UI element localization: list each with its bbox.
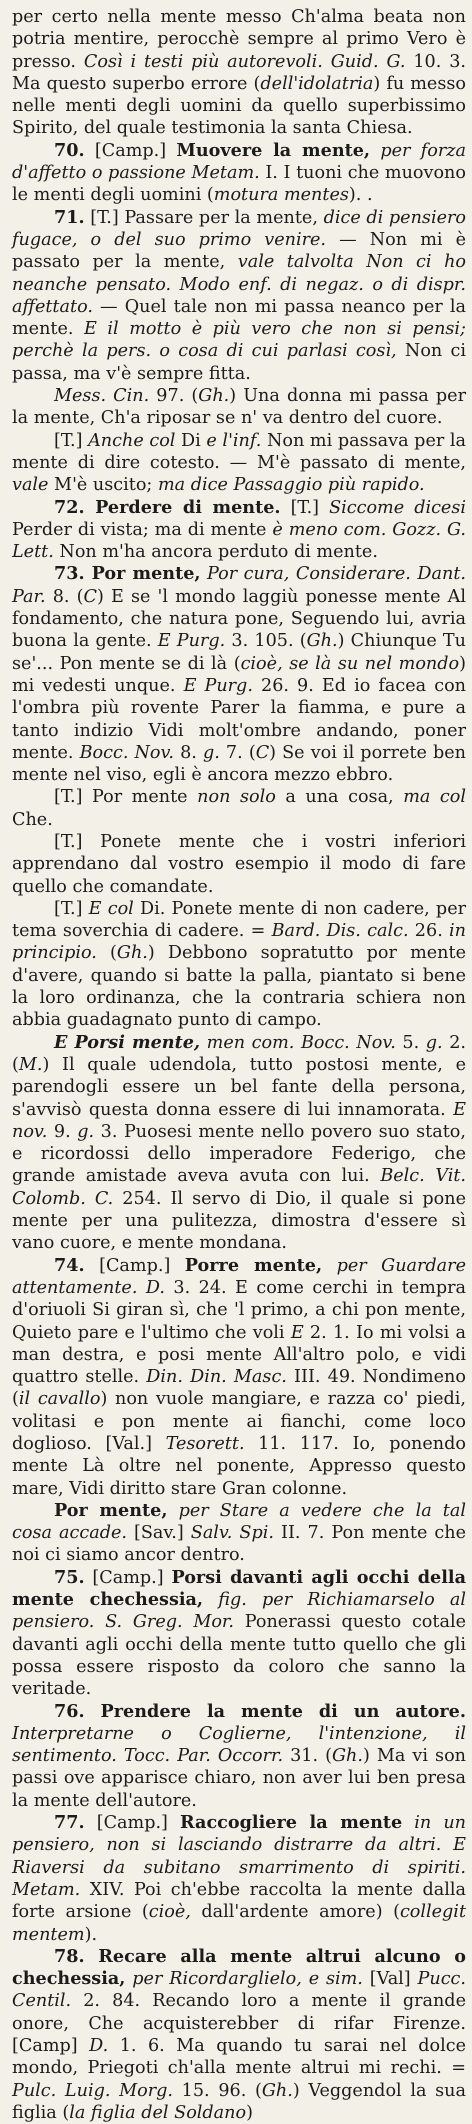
text-run: XIV. Poi ch'ebbe raccolta la mente dalla forte arsione ( (12, 1879, 466, 1923)
text-run: Non mi passava per la mente di dire cotesto. — M'è passato di mente, (12, 430, 466, 473)
text-run: 8. ( (45, 586, 84, 607)
text-run: g. (202, 742, 220, 763)
text-run: M'è uscito; (48, 475, 158, 496)
text-run: in un pensiero, non si lasciando distrarre da altri. E Riaversi da subitano smarrimento di spiriti. Metam. (12, 1813, 466, 1900)
text-run: la figlia del Soldano (69, 2102, 247, 2123)
entry-paragraph (12, 831, 466, 898)
text-run: Bard. Dis. calc. (271, 921, 409, 942)
text-run: [Sav.] (126, 1523, 191, 1544)
text-run: e l'inf. (206, 430, 262, 451)
text-run: [T.] Ponete mente che i vostri inferiori apprendano dal vostro esempio il modo di fare quello che comandate. (12, 831, 466, 897)
text-run: Non ci passa, ma v'è sempre fitta. (12, 341, 466, 384)
text-run: il cavallo (18, 1389, 101, 1410)
text-run: Anche col (88, 430, 176, 451)
text-run: C (255, 742, 270, 763)
text-run: per forza d'affetto o passione Metam. (12, 140, 466, 184)
text-run: a una cosa, (275, 787, 404, 808)
text-run: 72. Perdere di mente. (54, 496, 281, 518)
text-run: II. 7. Pon mente che noi ci siamo ancor dentro. (12, 1523, 467, 1566)
text-run: 76. Prendere la mente di un autore. (54, 1700, 466, 1722)
text-run: — Quel tale non mi passa neanco per la mente. (12, 296, 466, 340)
text-run: 31. ( (283, 1746, 332, 1767)
entry-paragraph (12, 207, 466, 385)
text-run: ). . (348, 185, 373, 206)
text-run: 71. (54, 206, 85, 228)
entry-paragraph (12, 497, 466, 564)
text-run: 3. 24. E come cerchi in tempra d'oriuoli Si giran sì, che 'l primo, a chi pon mente, Quieto pare e l'ultimo che voli (12, 1277, 466, 1343)
text-run: ) Una donna mi passa per la mente, Ch'a riposar se n' va dentro del cuore. (12, 386, 466, 429)
text-run: ). (84, 1924, 98, 1945)
text-run: fig. per Richiamarselo al pensiero. S. Greg. Mor. (12, 1590, 467, 1633)
text-run: Muovere la mente, (176, 139, 371, 161)
text-run: Porsi davanti agli occhi della mente chechessia, (12, 1566, 467, 1611)
entry-paragraph (12, 1701, 466, 1812)
text-run: dall'ardente amore) ( (190, 1902, 400, 1923)
text-run: ) Ma vi son passi ove apparisce chiaro, non aver lui ben presa la mente dell'autore. (12, 1746, 466, 1811)
text-run: — Non mi è passato per la mente, (12, 229, 467, 273)
text-run: 26. 9. Ed io facea con l'ombra più rovente Parer la fiamma, e pure a tanto indizio Vidi molt'ombre andando, poner mente. (12, 675, 466, 763)
text-run: ) mi vedesti unque. (12, 653, 466, 696)
text-run: E (290, 1322, 304, 1343)
entry-paragraph (12, 1032, 466, 1255)
text-run: Siccome dicesi (329, 497, 466, 518)
text-run: 26. (408, 921, 450, 942)
text-run: [Camp.] (84, 140, 177, 161)
text-run: ) Debbono sopratutto por mente d'avere, quando si batte la palla, piantato si bene la loro ordinanza, che la contraria schiera non abbia guadagnato punto di campo. (12, 943, 466, 1031)
text-run: D. (89, 2036, 109, 2057)
entry-paragraph (12, 430, 466, 497)
text-run: ) E se 'l mondo laggiù ponesse mente Al fondamento, che natura pone, Seguendo lui, avria buona la gente. (12, 586, 466, 652)
text-run: [Camp.] (84, 1813, 181, 1834)
text-run: Raccogliere la mente (180, 1812, 403, 1834)
text-run: III. 49. Nondimeno ( (12, 1367, 466, 1410)
text-run: 75. (54, 1566, 85, 1588)
entry-paragraph (12, 385, 466, 430)
text-run: 10. 3. Ma questo superbo errore ( (12, 51, 466, 94)
text-run: è meno com. Gozz. G. Lett. (12, 519, 466, 563)
text-run: g. (77, 1121, 95, 1142)
text-run: per Ricordarglielo, e sim. (125, 1969, 363, 1990)
entry-paragraph (12, 1255, 466, 1500)
text-run: ) fu messo nelle menti degli uomini da quello superbissimo Spirito, del quale testimonia la santa Chiesa. (12, 73, 466, 139)
text-run: I. I tuoni che muovono le menti degli uomini ( (12, 163, 466, 206)
text-run: per Stare a vedere che la tal cosa accade. (12, 1500, 466, 1544)
text-run: Pucc. Centil. (12, 1969, 466, 2012)
text-run: ma col (403, 787, 466, 808)
text-run: 15. 96. ( (172, 2080, 262, 2101)
text-run: Non m'ha ancora perduto di mente. (53, 542, 378, 563)
text-run: 70. (54, 139, 85, 161)
text-run: dell'idolatria (260, 73, 374, 94)
text-run: Di (175, 430, 207, 451)
text-run: [Val] (362, 1969, 418, 1990)
text-run: [T.] (54, 430, 89, 451)
text-run: g. (425, 1032, 443, 1053)
text-run: E nov. (12, 1099, 466, 1142)
text-run: 7. ( (219, 742, 256, 763)
continuation-paragraph (12, 6, 466, 140)
text-run: ) (246, 2102, 253, 2123)
text-run: [T.] Por mente (54, 787, 198, 808)
text-run: vale talvolta Non ci ho neanche pensato. Modo enf. di negaz. o di dispr. affettato. (12, 252, 466, 317)
text-run: E Porsi mente, (54, 1031, 201, 1053)
text-run: C (83, 586, 97, 607)
text-run: Mess. Cin. (54, 386, 150, 407)
entry-paragraph (12, 563, 466, 786)
text-run: ) Il quale udendola, tutto postosi mente, e parendogli essere un bel fante della persona, s'avvisò questa donna essere di lui innamorata. (12, 1054, 466, 1120)
text-run: Gh. (198, 386, 230, 407)
text-run: [T.] (54, 898, 89, 919)
text-run: Perder di vista; ma di mente (12, 519, 273, 540)
text-run: 97. ( (149, 386, 199, 407)
text-run: Gh. (116, 943, 148, 964)
text-run: 78. Recare alla mente altrui alcuno o chechessia, (12, 1945, 466, 1990)
text-run: Bocc. Nov. (79, 742, 174, 763)
text-run: Di. Ponete mente di non cadere, per tema soverchia di cadere. = (12, 898, 467, 942)
text-run: Din. Din. Masc. (146, 1367, 287, 1388)
entry-paragraph (12, 1567, 466, 1701)
text-run: 2. ( (12, 1032, 466, 1075)
text-run: Gh. (306, 631, 338, 652)
text-run: [Camp.] (84, 1255, 185, 1276)
text-run: Por cura, Considerare. Dant. Par. (12, 564, 466, 607)
text-run: E Purg. (183, 675, 253, 696)
text-run: cioè, (148, 1902, 191, 1923)
text-run: [T.] (280, 497, 330, 518)
text-run: 73. Por mente, (54, 563, 201, 585)
text-run: E Purg. (157, 631, 226, 652)
text-run: 77. (54, 1812, 85, 1834)
text-run: Interpretarne o Coglierne, l'intenzione, il sentimento. Tocc. Par. Occorr. (12, 1723, 466, 1767)
text-run: Che. (12, 809, 53, 830)
text-run: 8. (173, 742, 203, 763)
text-run: ( (96, 943, 117, 964)
text-run: Così i testi più autorevoli. Guid. G. (83, 51, 406, 72)
text-run: M. (18, 1054, 43, 1075)
text-run: Porre mente, (184, 1254, 323, 1276)
text-run: Gh. (261, 2080, 293, 2101)
text-run: cioè, se là su nel mondo (240, 653, 460, 674)
text-run: [Camp.] (84, 1567, 172, 1588)
text-run: ) Veggendol la sua figlia ( (12, 2080, 466, 2123)
entry-paragraph (12, 1946, 466, 2124)
text-run: Por mente, (54, 1499, 168, 1521)
entry-paragraph (12, 140, 466, 207)
entry-paragraph (12, 898, 466, 1032)
text-run: collegit mentem (12, 1902, 467, 1945)
text-run: 254. Il servo di Dio, il quale si pone mente per una pulitezza, dimostra d'essere sì vano cuore, e mente mondana. (12, 1188, 466, 1254)
text-column (12, 6, 466, 2124)
text-run: ma dice Passaggio più rapido. (157, 475, 425, 496)
text-run: 3. 105. ( (225, 631, 307, 652)
text-run: in principio. (12, 921, 466, 964)
text-run: ) non vuole mangiare, e razza co' piedi, volitasi e pon mente ai fianchi, come loco doglioso. [Val.] (12, 1389, 466, 1454)
text-run: E col (88, 898, 134, 919)
text-run: ) Se voi il porrete ben mente nel viso, egli è ancora mezzo ebbro. (12, 742, 466, 786)
text-run: 2. 84. Recando loro a mente il grande onore, Che acquisterebber di rifar Firenze. [Camp] (12, 1991, 466, 2057)
text-run: Tesorett. (165, 1434, 245, 1454)
text-run: ) Chiunque Tu se'... Pon mente se di là ( (12, 631, 466, 674)
text-run: per Guardare attentamente. D. (12, 1255, 466, 1298)
text-run: Ponerassi questo cotale davanti agli occhi della mente tutto quello che gli possa essere risposto da coloro che sanno la veritade. (12, 1612, 466, 1700)
text-run: 74. (54, 1254, 85, 1276)
text-run: Gh. (331, 1746, 363, 1767)
text-run: 3. Puosesi mente nello povero suo stato, e ricordossi dello imperadore Federigo, che grande amistade aveva avuta con lui. (12, 1121, 466, 1187)
text-run: per certo nella mente messo Ch'alma beata non potria mentire, perocchè sempre al primo Vero è presso. (12, 7, 466, 72)
entry-paragraph (12, 1812, 466, 1946)
text-run: non solo (197, 787, 276, 808)
text-run: motura mentes (213, 185, 349, 206)
text-run: 1. 6. Ma quando tu sarai nel dolce mondo, Priegoti ch'alla mente altrui mi rechi. = (12, 2036, 467, 2079)
text-run: E il motto è più vero che non si pensi; perchè la pers. o cosa di cui parlasi così, (12, 319, 466, 362)
text-run: 9. (47, 1121, 78, 1142)
entry-paragraph (12, 1500, 466, 1567)
text-run: men com. Bocc. Nov. (200, 1032, 396, 1053)
text-run: [T.] Passare per la mente, (84, 207, 324, 228)
entry-paragraph (12, 786, 466, 831)
text-run: vale (12, 475, 49, 496)
text-run: Belc. Vit. Colomb. C. (12, 1166, 467, 1209)
text-run: 5. (395, 1032, 426, 1053)
text-run: Salv. Spi. (190, 1523, 274, 1544)
text-run: 2. 1. Io mi volsi a man destra, e posi mente All'altro polo, e vidi quattro stelle. (12, 1322, 466, 1388)
text-run: Pulc. Luig. Morg. (12, 2080, 173, 2101)
text-run: 11. 117. Io, ponendo mente Là oltre nel ponente, Appresso questo mare, Vidi diritto stare Gran colonne. (12, 1434, 466, 1499)
text-run: dice di pensiero fugace, o del suo primo venire. (12, 207, 466, 250)
